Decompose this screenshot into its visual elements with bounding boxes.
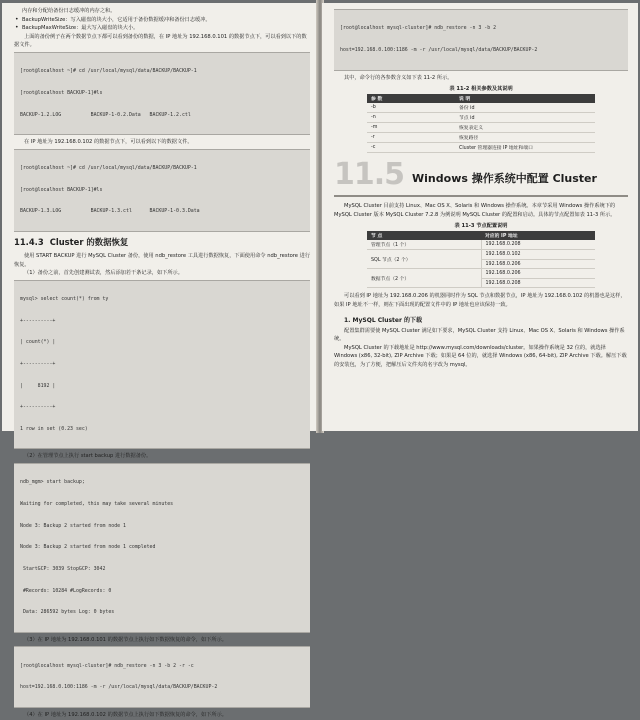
table-cell: -n bbox=[367, 113, 455, 123]
table-header-row bbox=[367, 94, 595, 103]
code-line: [root@localhost ~]# cd /usr/local/mysql/data/BACKUP/BACKUP-1 bbox=[20, 68, 197, 75]
table-cell: -m bbox=[367, 123, 455, 133]
code-line: host=192.168.0.100:1186 -m -r /usr/local/mysql/data/BACKUP/BACKUP-2 bbox=[340, 47, 538, 54]
step-3: （3）在 IP 地址为 192.168.0.101 的数据节点上执行如下数据恢复的命令，如下所示。 bbox=[24, 636, 227, 643]
code-line: [root@localhost mysql-cluster]# ndb_restore -n 3 -b 2 -r -c bbox=[20, 662, 194, 669]
table-cell-ip: 192.168.0.102 bbox=[481, 250, 595, 260]
paragraph-params-intro: 其中，命令行的各参数含义如下表 11-2 所示。 bbox=[344, 74, 453, 81]
code-block-restore-101 bbox=[14, 646, 310, 708]
code-line: [root@localhost BACKUP-1]#ls bbox=[20, 186, 103, 193]
table-header-cell: 对应的 IP 地址 bbox=[481, 231, 595, 240]
code-line: Data: 286592 bytes Log: 0 bytes bbox=[20, 609, 115, 616]
code-line: +----------+ bbox=[20, 361, 56, 368]
table-header-cell: 节 点 bbox=[367, 231, 481, 240]
paragraph-ip-note: 可以看到 IP 地址为 192.168.0.206 的机器同时作为 SQL 节点和数据节点，IP 地址为 192.168.0.102 的机器也是这样，如果 IP 地址不一样，则在下面出现的配置文件中的 IP 地址也应该保持一致。 bbox=[334, 293, 626, 308]
table-cell-ip: 192.168.0.208 bbox=[481, 278, 595, 288]
code-line: | count(*) | bbox=[20, 339, 56, 346]
right-page bbox=[322, 3, 638, 431]
table-11-3 bbox=[367, 231, 595, 288]
table-header-cell: 说 明 bbox=[455, 94, 595, 103]
table-cell-ip: 192.168.0.208 bbox=[481, 240, 595, 250]
code-line: [root@localhost mysql-cluster]# ndb_restore -n 3 -b 2 bbox=[340, 25, 497, 32]
table-11-3-caption: 表 11-3 节点配置说明 bbox=[454, 223, 508, 230]
code-line: +----------+ bbox=[20, 317, 56, 324]
code-line: +----------+ bbox=[20, 404, 56, 411]
paragraph-101-files: 上面的备份例子在两个数据节点下都可以看到备份的数据，在 IP 地址为 192.168.0.101 的数据节点下，可以看到以下的数据文件。 bbox=[14, 33, 307, 49]
subheading-download: 1. MySQL Cluster 的下载 bbox=[344, 316, 423, 324]
bullet-list bbox=[14, 7, 310, 33]
code-block-101-ls bbox=[14, 52, 310, 135]
code-line: host=192.168.0.100:1186 -m -r /usr/local/mysql/data/BACKUP/BACKUP-2 bbox=[20, 684, 218, 691]
step-1: （1）备份之前，首先创建测试表，然后添加若干条记录，如下所示。 bbox=[24, 270, 183, 277]
table-cell: -c bbox=[367, 143, 455, 153]
table-cell: 恢复表定义 bbox=[455, 123, 595, 133]
table-cell: Cluster 管理器连接 IP 地址和端口 bbox=[455, 143, 595, 153]
section-heading-11-4-3 bbox=[14, 237, 310, 248]
code-line: [root@localhost BACKUP-1]#ls bbox=[20, 89, 103, 96]
table-row bbox=[367, 269, 595, 279]
table-cell-ip: 192.168.0.206 bbox=[481, 259, 595, 269]
table-header-row bbox=[367, 231, 595, 240]
chapter-number: 11.5 bbox=[334, 157, 405, 193]
section-heading-11-5 bbox=[334, 157, 628, 193]
table-cell: -b bbox=[367, 103, 455, 113]
code-line: Waiting for completed, this may take several minutes bbox=[20, 501, 174, 508]
table-row bbox=[367, 143, 595, 153]
code-line: Node 3: Backup 2 started from node 1 bbox=[20, 522, 126, 529]
paragraph-download-url: MySQL Cluster 的下载地址是 http://www.mysql.com/downloads/cluster。如果操作系统是 32 位的，就选择 Windows (x86, 32-bit), ZIP Archive 下载；如果是 64 位的，就选择 Windows (x86, 64-bit), ZIP Archive 下载。解压下载的安装包，为了方便，把解压后文件夹的名字改为 mysql。 bbox=[334, 344, 627, 368]
table-row bbox=[367, 113, 595, 123]
table-11-2 bbox=[367, 94, 595, 153]
code-line: BACKUP-1.2.LOG BACKUP-1-0.2.Data BACKUP-1.2.ctl bbox=[20, 111, 191, 118]
code-line: 1 row in set (0.23 sec) bbox=[20, 425, 88, 432]
table-cell-node-type: 数据节点（2 个） bbox=[367, 269, 481, 288]
table-row bbox=[367, 250, 595, 260]
heading-rule bbox=[334, 195, 628, 197]
chapter-title: Windows 操作系统中配置 Cluster bbox=[412, 172, 597, 186]
table-row bbox=[367, 103, 595, 113]
table-header-cell: 参 数 bbox=[367, 94, 455, 103]
code-line: BACKUP-1.3.LOG BACKUP-1.3.ctl BACKUP-1-0.3.Data bbox=[20, 208, 200, 215]
table-row bbox=[367, 240, 595, 250]
paragraph-restore-intro: 使用 START BACKUP 进行 MySQL Cluster 备份，使用 ndb_restore 工具进行数据恢复，下面使用命令 ndb_restore 进行恢复。 bbox=[14, 253, 311, 268]
code-block-count bbox=[14, 280, 310, 450]
table-cell: 节点 id bbox=[455, 113, 595, 123]
step-2: （2）在管理节点上执行 start backup 进行数据备份。 bbox=[24, 453, 152, 460]
code-line: | 8192 | bbox=[20, 382, 56, 389]
table-cell: 恢复路径 bbox=[455, 133, 595, 143]
code-block-start-backup bbox=[14, 463, 310, 633]
table-cell: -r bbox=[367, 133, 455, 143]
bullet-backup-max-write-size: • BackupMaxWriteSize：最大写入磁盘的块大小。 bbox=[14, 24, 310, 33]
paragraph-os-support: MySQL Cluster 目前支持 Linux、Mac OS X、Solaris 和 Windows 操作系统。本章节采用 Windows 操作系统下的 MySQL Cluster 版本 MySQL Cluster 7.2.8 为例说明 MySQL Cluster 的配置和启动。具体的节点配置如表 11-3 所示。 bbox=[334, 203, 616, 218]
table-cell-node-type: SQL 节点（2 个） bbox=[367, 250, 481, 269]
code-line: mysql> select count(*) from ty bbox=[20, 296, 109, 303]
table-row bbox=[367, 123, 595, 133]
paragraph-102-files: 在 IP 地址为 192.168.0.102 的数据节点下，可以看到以下的数据文件。 bbox=[24, 139, 193, 146]
bullet-backup-write-size: • BackupWriteSize：写入磁盘的块大小，它适用于备份数据缓冲和备份日志缓冲。 bbox=[14, 16, 310, 25]
step-4: （4）在 IP 地址为 192.168.0.102 的数据节点上执行如下数据恢复的命令，如下所示。 bbox=[24, 711, 227, 718]
code-line: ndb_mgm> start backup; bbox=[20, 479, 85, 486]
code-block-restore-102 bbox=[334, 9, 628, 71]
table-row bbox=[367, 133, 595, 143]
code-line: [root@localhost ~]# cd /usr/local/mysql/data/BACKUP/BACKUP-1 bbox=[20, 165, 197, 172]
code-line: Node 3: Backup 2 started from node 1 completed bbox=[20, 544, 156, 551]
code-line: StartGCP: 3039 StopGCP: 3042 bbox=[20, 565, 106, 572]
table-cell-node-type: 管理节点（1 个） bbox=[367, 240, 481, 250]
table-cell-ip: 192.168.0.206 bbox=[481, 269, 595, 279]
table-cell: 备份 id bbox=[455, 103, 595, 113]
paragraph-requirements: 配置集群需要使 MySQL Cluster 满足如下要求，MySQL Cluster 支持 Linux、Mac OS X、Solaris 和 Windows 操作系统。 bbox=[334, 327, 625, 343]
section-title: Cluster 的数据恢复 bbox=[49, 237, 129, 248]
continuation-text: 内存和分配给备份日志缓冲的内存之和。 bbox=[22, 8, 116, 14]
left-page bbox=[2, 3, 318, 718]
code-block-102-ls bbox=[14, 149, 310, 232]
code-line: #Records: 10284 #LogRecords: 0 bbox=[20, 587, 112, 594]
table-11-2-caption: 表 11-2 相关参数及其说明 bbox=[449, 86, 513, 93]
section-number: 11.4.3 bbox=[14, 237, 44, 248]
